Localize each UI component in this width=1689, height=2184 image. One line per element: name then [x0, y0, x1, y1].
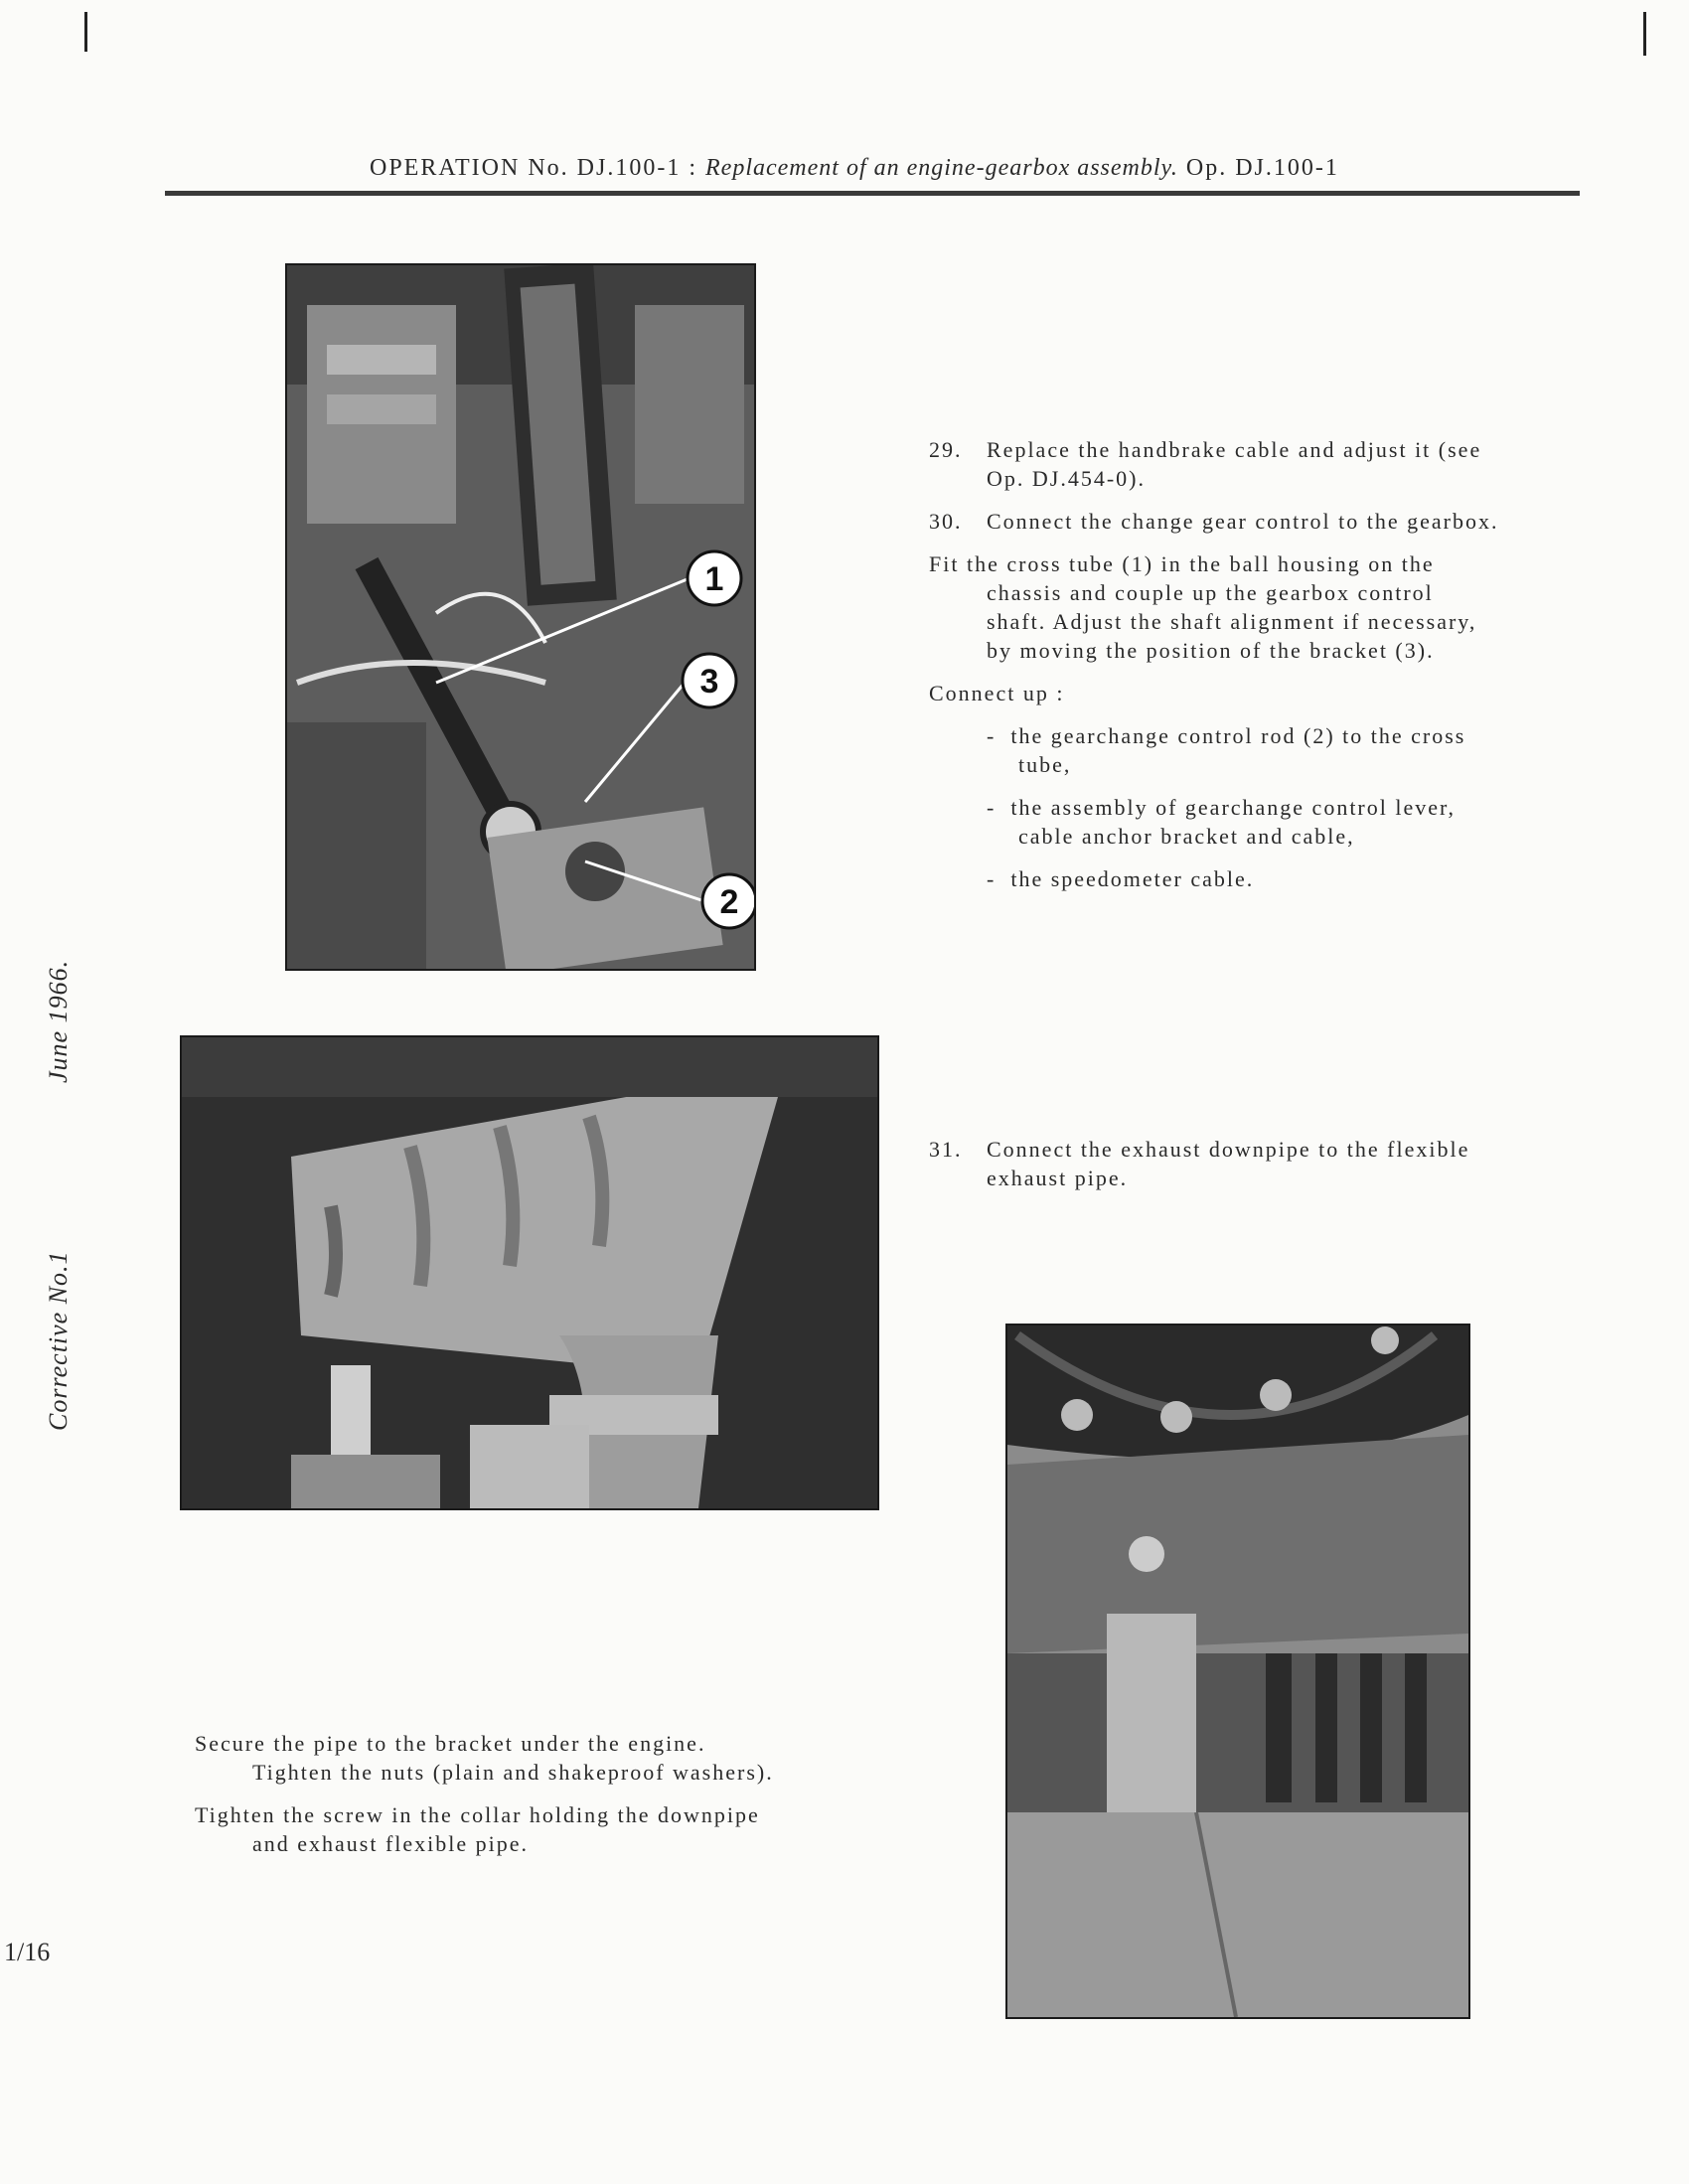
header-rule — [165, 191, 1580, 196]
callout-3 — [683, 654, 736, 707]
punch-mark-left — [84, 12, 87, 52]
corrective-label: Corrective No.1 — [44, 1250, 73, 1431]
operation-title: Replacement of an engine-gearbox assembly. — [705, 155, 1178, 181]
list-item: - the gearchange control rod (2) to the cross tube, — [987, 723, 1466, 777]
operation-number: OPERATION No. DJ.100-1 : — [370, 155, 697, 181]
flexible-pipe-photo — [1005, 1324, 1470, 2019]
date-label: June 1966. — [44, 959, 73, 1083]
svg-text:2: 2 — [719, 883, 739, 921]
fit-cross-tube: Fit the cross tube (1) in the ball housing on the chassis and couple up the gearbox control shaft. Adjust the shaft alignment if necessary, by moving the position of the bracket (3). — [929, 551, 1477, 663]
gearchange-photo — [285, 263, 756, 971]
svg-text:1: 1 — [704, 560, 724, 598]
operation-ref: Op. DJ.100-1 — [1185, 155, 1339, 181]
svg-text:3: 3 — [699, 663, 719, 701]
punch-mark-right — [1643, 12, 1646, 56]
page-header — [370, 155, 1339, 182]
page-number: 1/16 — [4, 1938, 51, 1966]
step-31: 31. Connect the exhaust downpipe to the flexible exhaust pipe. — [929, 1137, 1470, 1190]
secure-instructions: Secure the pipe to the bracket under the engine. Tighten the nuts (plain and shakeproof washers). Tighten the screw in the collar holding the downpipe and exhaust flexible pipe. — [195, 1731, 774, 1856]
list-item: - the assembly of gearchange control lever, cable anchor bracket and cable, — [987, 795, 1456, 849]
list-item: - the speedometer cable. — [987, 866, 1255, 891]
steps-29-30 — [929, 435, 1585, 907]
connect-up-label: Connect up : — [929, 681, 1065, 705]
callout-1 — [688, 551, 741, 605]
step-30: 30. Connect the change gear control to the gearbox. — [929, 509, 1499, 534]
exhaust-downpipe-photo — [180, 1035, 879, 1510]
callout-2 — [702, 874, 754, 928]
step-29: 29. Replace the handbrake cable and adjust it (see Op. DJ.454-0). — [929, 437, 1482, 491]
